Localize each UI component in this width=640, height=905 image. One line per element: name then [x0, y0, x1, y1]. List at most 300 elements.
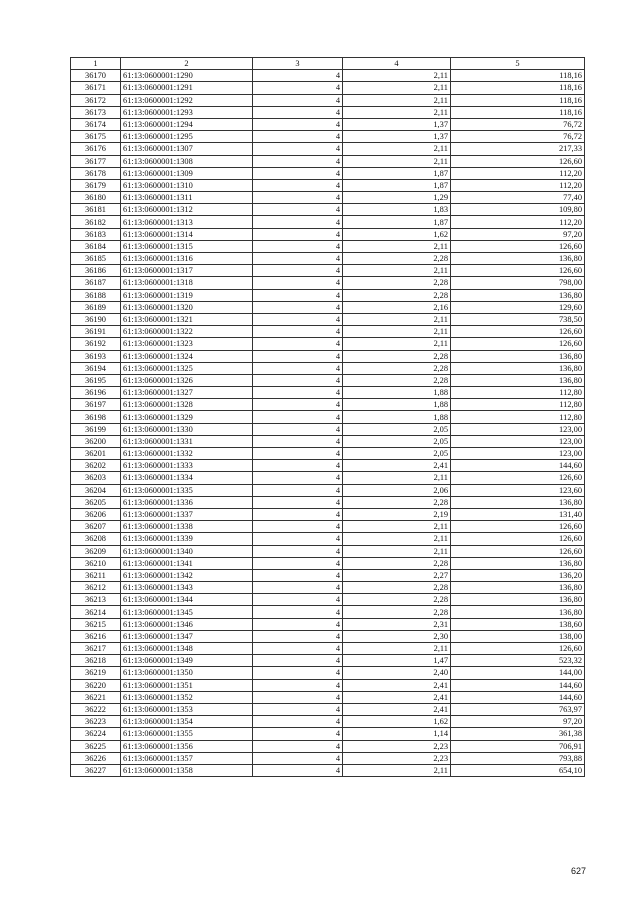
table-cell-col-2: 61:13:0600001:1309	[121, 167, 253, 179]
table-cell-col-1: 36211	[71, 569, 121, 581]
table-cell-col-2: 61:13:0600001:1330	[121, 423, 253, 435]
table-cell-col-2: 61:13:0600001:1322	[121, 326, 253, 338]
table-cell-col-1: 36224	[71, 728, 121, 740]
table-cell-col-4: 1,14	[343, 728, 451, 740]
table-cell-col-2: 61:13:0600001:1316	[121, 253, 253, 265]
table-row	[71, 411, 585, 423]
table-cell-col-1: 36187	[71, 277, 121, 289]
table-cell-col-3: 4	[253, 204, 343, 216]
table-row	[71, 228, 585, 240]
table-cell-col-1: 36198	[71, 411, 121, 423]
table-cell-col-1: 36183	[71, 228, 121, 240]
table-cell-col-3: 4	[253, 521, 343, 533]
table-row	[71, 594, 585, 606]
table-cell-col-4: 2,11	[343, 472, 451, 484]
table-cell-col-5: 144,60	[451, 679, 585, 691]
table-cell-col-1: 36179	[71, 179, 121, 191]
table-cell-col-5: 77,40	[451, 192, 585, 204]
table-cell-col-3: 4	[253, 752, 343, 764]
table-row	[71, 350, 585, 362]
table-cell-col-4: 1,87	[343, 167, 451, 179]
table-cell-col-4: 2,31	[343, 618, 451, 630]
table-cell-col-1: 36200	[71, 435, 121, 447]
table-cell-col-1: 36186	[71, 265, 121, 277]
table-cell-col-5: 136,80	[451, 362, 585, 374]
table-cell-col-5: 123,60	[451, 484, 585, 496]
table-row	[71, 557, 585, 569]
table-cell-col-2: 61:13:0600001:1326	[121, 374, 253, 386]
table-row	[71, 728, 585, 740]
table-row	[71, 752, 585, 764]
table-cell-col-5: 126,60	[451, 265, 585, 277]
table-cell-col-4: 2,11	[343, 326, 451, 338]
table-cell-col-2: 61:13:0600001:1347	[121, 630, 253, 642]
table-cell-col-3: 4	[253, 118, 343, 130]
table-cell-col-3: 4	[253, 435, 343, 447]
table-cell-col-5: 136,80	[451, 350, 585, 362]
table-cell-col-1: 36205	[71, 496, 121, 508]
table-row	[71, 82, 585, 94]
data-table	[70, 57, 585, 777]
table-cell-col-3: 4	[253, 106, 343, 118]
table-cell-col-4: 2,28	[343, 582, 451, 594]
table-cell-col-5: 144,00	[451, 667, 585, 679]
table-cell-col-2: 61:13:0600001:1318	[121, 277, 253, 289]
table-cell-col-2: 61:13:0600001:1350	[121, 667, 253, 679]
table-cell-col-4: 2,16	[343, 301, 451, 313]
table-cell-col-1: 36190	[71, 313, 121, 325]
table-cell-col-1: 36222	[71, 703, 121, 715]
column-header-4: 4	[343, 58, 451, 70]
table-cell-col-2: 61:13:0600001:1307	[121, 143, 253, 155]
table-cell-col-1: 36176	[71, 143, 121, 155]
table-row	[71, 423, 585, 435]
table-cell-col-1: 36172	[71, 94, 121, 106]
table-row	[71, 435, 585, 447]
table-cell-col-5: 118,16	[451, 82, 585, 94]
table-cell-col-1: 36181	[71, 204, 121, 216]
table-cell-col-4: 2,41	[343, 460, 451, 472]
table-cell-col-5: 126,60	[451, 338, 585, 350]
table-cell-col-2: 61:13:0600001:1294	[121, 118, 253, 130]
table-cell-col-5: 118,16	[451, 94, 585, 106]
table-cell-col-1: 36209	[71, 545, 121, 557]
table-cell-col-1: 36189	[71, 301, 121, 313]
table-cell-col-5: 97,20	[451, 228, 585, 240]
table-cell-col-1: 36196	[71, 387, 121, 399]
table-cell-col-3: 4	[253, 399, 343, 411]
table-cell-col-3: 4	[253, 484, 343, 496]
table-cell-col-2: 61:13:0600001:1319	[121, 289, 253, 301]
table-cell-col-2: 61:13:0600001:1340	[121, 545, 253, 557]
table-cell-col-1: 36214	[71, 606, 121, 618]
table-cell-col-4: 1,62	[343, 228, 451, 240]
table-cell-col-2: 61:13:0600001:1334	[121, 472, 253, 484]
table-cell-col-2: 61:13:0600001:1346	[121, 618, 253, 630]
table-cell-col-1: 36215	[71, 618, 121, 630]
table-cell-col-3: 4	[253, 667, 343, 679]
table-cell-col-1: 36207	[71, 521, 121, 533]
table-cell-col-3: 4	[253, 496, 343, 508]
table-row	[71, 582, 585, 594]
table-cell-col-1: 36192	[71, 338, 121, 350]
table-row	[71, 472, 585, 484]
table-cell-col-3: 4	[253, 703, 343, 715]
table-cell-col-1: 36203	[71, 472, 121, 484]
table-cell-col-3: 4	[253, 655, 343, 667]
table-cell-col-3: 4	[253, 70, 343, 82]
table-cell-col-4: 2,11	[343, 155, 451, 167]
table-cell-col-1: 36226	[71, 752, 121, 764]
table-cell-col-1: 36171	[71, 82, 121, 94]
table-cell-col-4: 1,47	[343, 655, 451, 667]
table-cell-col-1: 36219	[71, 667, 121, 679]
table-row	[71, 448, 585, 460]
table-cell-col-1: 36216	[71, 630, 121, 642]
table-cell-col-5: 136,80	[451, 594, 585, 606]
table-cell-col-4: 2,27	[343, 569, 451, 581]
table-row	[71, 521, 585, 533]
table-row	[71, 277, 585, 289]
table-cell-col-2: 61:13:0600001:1355	[121, 728, 253, 740]
table-cell-col-5: 131,40	[451, 508, 585, 520]
table-cell-col-2: 61:13:0600001:1310	[121, 179, 253, 191]
header-row	[71, 58, 585, 70]
table-row	[71, 143, 585, 155]
table-row	[71, 313, 585, 325]
table-cell-col-3: 4	[253, 374, 343, 386]
table-cell-col-1: 36212	[71, 582, 121, 594]
table-cell-col-1: 36227	[71, 764, 121, 776]
table-cell-col-4: 1,88	[343, 411, 451, 423]
table-cell-col-4: 1,37	[343, 131, 451, 143]
table-cell-col-4: 1,87	[343, 216, 451, 228]
table-cell-col-3: 4	[253, 277, 343, 289]
table-cell-col-5: 123,00	[451, 423, 585, 435]
table-cell-col-2: 61:13:0600001:1324	[121, 350, 253, 362]
table-cell-col-2: 61:13:0600001:1348	[121, 643, 253, 655]
table-row	[71, 94, 585, 106]
table-cell-col-3: 4	[253, 448, 343, 460]
table-cell-col-5: 144,60	[451, 691, 585, 703]
table-cell-col-5: 217,33	[451, 143, 585, 155]
table-row	[71, 155, 585, 167]
table-cell-col-3: 4	[253, 326, 343, 338]
table-cell-col-1: 36220	[71, 679, 121, 691]
table-cell-col-1: 36201	[71, 448, 121, 460]
table-cell-col-1: 36182	[71, 216, 121, 228]
table-cell-col-5: 112,80	[451, 411, 585, 423]
table-cell-col-2: 61:13:0600001:1335	[121, 484, 253, 496]
table-cell-col-2: 61:13:0600001:1341	[121, 557, 253, 569]
table-cell-col-3: 4	[253, 387, 343, 399]
table-row	[71, 179, 585, 191]
table-cell-col-2: 61:13:0600001:1336	[121, 496, 253, 508]
table-cell-col-4: 2,28	[343, 594, 451, 606]
table-cell-col-2: 61:13:0600001:1320	[121, 301, 253, 313]
table-cell-col-3: 4	[253, 423, 343, 435]
data-table-container	[70, 57, 584, 777]
table-cell-col-3: 4	[253, 533, 343, 545]
table-cell-col-5: 144,60	[451, 460, 585, 472]
table-cell-col-5: 138,00	[451, 630, 585, 642]
table-cell-col-3: 4	[253, 679, 343, 691]
table-row	[71, 131, 585, 143]
table-cell-col-2: 61:13:0600001:1292	[121, 94, 253, 106]
page-number: 627	[570, 866, 586, 876]
table-body	[71, 70, 585, 777]
table-cell-col-3: 4	[253, 253, 343, 265]
table-cell-col-3: 4	[253, 338, 343, 350]
table-cell-col-1: 36204	[71, 484, 121, 496]
table-cell-col-4: 1,37	[343, 118, 451, 130]
table-cell-col-3: 4	[253, 472, 343, 484]
table-cell-col-1: 36221	[71, 691, 121, 703]
table-cell-col-5: 763,97	[451, 703, 585, 715]
table-cell-col-2: 61:13:0600001:1345	[121, 606, 253, 618]
table-cell-col-3: 4	[253, 508, 343, 520]
table-cell-col-2: 61:13:0600001:1293	[121, 106, 253, 118]
table-row	[71, 716, 585, 728]
table-cell-col-2: 61:13:0600001:1323	[121, 338, 253, 350]
table-cell-col-2: 61:13:0600001:1344	[121, 594, 253, 606]
table-cell-col-4: 2,23	[343, 740, 451, 752]
table-cell-col-1: 36185	[71, 253, 121, 265]
table-row	[71, 460, 585, 472]
table-row	[71, 606, 585, 618]
table-cell-col-2: 61:13:0600001:1314	[121, 228, 253, 240]
table-cell-col-3: 4	[253, 228, 343, 240]
table-cell-col-2: 61:13:0600001:1311	[121, 192, 253, 204]
table-cell-col-2: 61:13:0600001:1331	[121, 435, 253, 447]
table-cell-col-1: 36174	[71, 118, 121, 130]
table-cell-col-4: 2,28	[343, 289, 451, 301]
table-cell-col-4: 2,05	[343, 423, 451, 435]
table-cell-col-2: 61:13:0600001:1295	[121, 131, 253, 143]
table-cell-col-3: 4	[253, 545, 343, 557]
table-cell-col-3: 4	[253, 716, 343, 728]
table-cell-col-3: 4	[253, 582, 343, 594]
table-cell-col-2: 61:13:0600001:1325	[121, 362, 253, 374]
table-row	[71, 289, 585, 301]
table-cell-col-2: 61:13:0600001:1313	[121, 216, 253, 228]
table-cell-col-3: 4	[253, 740, 343, 752]
table-cell-col-5: 136,80	[451, 253, 585, 265]
table-row	[71, 618, 585, 630]
table-cell-col-1: 36193	[71, 350, 121, 362]
table-row	[71, 569, 585, 581]
table-cell-col-2: 61:13:0600001:1328	[121, 399, 253, 411]
table-cell-col-2: 61:13:0600001:1312	[121, 204, 253, 216]
table-cell-col-5: 798,00	[451, 277, 585, 289]
table-cell-col-2: 61:13:0600001:1329	[121, 411, 253, 423]
table-cell-col-5: 361,38	[451, 728, 585, 740]
table-row	[71, 545, 585, 557]
table-cell-col-5: 126,60	[451, 472, 585, 484]
table-cell-col-1: 36217	[71, 643, 121, 655]
table-cell-col-3: 4	[253, 179, 343, 191]
table-cell-col-5: 136,80	[451, 582, 585, 594]
table-cell-col-1: 36210	[71, 557, 121, 569]
table-cell-col-2: 61:13:0600001:1349	[121, 655, 253, 667]
table-cell-col-4: 2,11	[343, 94, 451, 106]
table-cell-col-1: 36223	[71, 716, 121, 728]
table-row	[71, 703, 585, 715]
column-header-1: 1	[71, 58, 121, 70]
table-row	[71, 240, 585, 252]
table-cell-col-2: 61:13:0600001:1342	[121, 569, 253, 581]
table-row	[71, 484, 585, 496]
table-cell-col-3: 4	[253, 594, 343, 606]
table-cell-col-1: 36175	[71, 131, 121, 143]
table-cell-col-5: 136,80	[451, 557, 585, 569]
table-cell-col-2: 61:13:0600001:1308	[121, 155, 253, 167]
table-cell-col-4: 2,06	[343, 484, 451, 496]
table-row	[71, 301, 585, 313]
table-cell-col-4: 1,88	[343, 387, 451, 399]
table-cell-col-5: 126,60	[451, 240, 585, 252]
table-cell-col-4: 2,28	[343, 557, 451, 569]
table-cell-col-4: 2,11	[343, 82, 451, 94]
table-cell-col-4: 2,41	[343, 691, 451, 703]
table-row	[71, 374, 585, 386]
table-cell-col-1: 36202	[71, 460, 121, 472]
table-row	[71, 338, 585, 350]
table-row	[71, 118, 585, 130]
table-cell-col-4: 2,11	[343, 521, 451, 533]
table-cell-col-3: 4	[253, 313, 343, 325]
table-cell-col-4: 2,05	[343, 435, 451, 447]
table-cell-col-4: 2,11	[343, 533, 451, 545]
table-cell-col-5: 97,20	[451, 716, 585, 728]
table-cell-col-2: 61:13:0600001:1337	[121, 508, 253, 520]
table-cell-col-3: 4	[253, 240, 343, 252]
table-cell-col-3: 4	[253, 131, 343, 143]
table-cell-col-1: 36208	[71, 533, 121, 545]
table-cell-col-1: 36170	[71, 70, 121, 82]
table-cell-col-5: 126,60	[451, 521, 585, 533]
table-cell-col-2: 61:13:0600001:1356	[121, 740, 253, 752]
table-row	[71, 533, 585, 545]
table-cell-col-4: 1,29	[343, 192, 451, 204]
table-cell-col-3: 4	[253, 289, 343, 301]
table-cell-col-1: 36195	[71, 374, 121, 386]
table-cell-col-3: 4	[253, 569, 343, 581]
table-cell-col-4: 1,87	[343, 179, 451, 191]
table-cell-col-5: 136,80	[451, 496, 585, 508]
table-cell-col-3: 4	[253, 618, 343, 630]
table-cell-col-2: 61:13:0600001:1352	[121, 691, 253, 703]
column-header-5: 5	[451, 58, 585, 70]
table-cell-col-3: 4	[253, 411, 343, 423]
table-row	[71, 496, 585, 508]
table-cell-col-4: 2,28	[343, 253, 451, 265]
table-cell-col-5: 112,80	[451, 399, 585, 411]
table-cell-col-5: 112,80	[451, 387, 585, 399]
table-row	[71, 643, 585, 655]
table-cell-col-2: 61:13:0600001:1343	[121, 582, 253, 594]
table-cell-col-4: 2,11	[343, 143, 451, 155]
table-cell-col-1: 36206	[71, 508, 121, 520]
table-cell-col-2: 61:13:0600001:1315	[121, 240, 253, 252]
table-cell-col-2: 61:13:0600001:1353	[121, 703, 253, 715]
table-row	[71, 265, 585, 277]
table-cell-col-4: 2,28	[343, 496, 451, 508]
table-cell-col-5: 136,80	[451, 606, 585, 618]
table-cell-col-3: 4	[253, 143, 343, 155]
table-cell-col-1: 36191	[71, 326, 121, 338]
table-cell-col-4: 2,40	[343, 667, 451, 679]
table-row	[71, 691, 585, 703]
table-cell-col-5: 126,60	[451, 545, 585, 557]
table-cell-col-1: 36218	[71, 655, 121, 667]
table-row	[71, 326, 585, 338]
table-cell-col-4: 2,41	[343, 679, 451, 691]
table-cell-col-4: 2,11	[343, 240, 451, 252]
table-cell-col-2: 61:13:0600001:1354	[121, 716, 253, 728]
table-cell-col-1: 36225	[71, 740, 121, 752]
table-cell-col-1: 36177	[71, 155, 121, 167]
table-cell-col-2: 61:13:0600001:1317	[121, 265, 253, 277]
table-row	[71, 630, 585, 642]
table-cell-col-4: 2,28	[343, 362, 451, 374]
table-cell-col-5: 654,10	[451, 764, 585, 776]
table-cell-col-5: 76,72	[451, 131, 585, 143]
table-cell-col-5: 109,80	[451, 204, 585, 216]
table-cell-col-2: 61:13:0600001:1291	[121, 82, 253, 94]
table-cell-col-4: 2,11	[343, 764, 451, 776]
table-cell-col-1: 36173	[71, 106, 121, 118]
table-cell-col-5: 129,60	[451, 301, 585, 313]
table-cell-col-2: 61:13:0600001:1339	[121, 533, 253, 545]
table-cell-col-5: 112,20	[451, 216, 585, 228]
table-cell-col-1: 36213	[71, 594, 121, 606]
table-row	[71, 655, 585, 667]
table-cell-col-1: 36188	[71, 289, 121, 301]
table-cell-col-2: 61:13:0600001:1327	[121, 387, 253, 399]
table-cell-col-3: 4	[253, 691, 343, 703]
table-cell-col-2: 61:13:0600001:1357	[121, 752, 253, 764]
table-row	[71, 167, 585, 179]
table-cell-col-3: 4	[253, 643, 343, 655]
table-cell-col-4: 2,11	[343, 70, 451, 82]
table-cell-col-5: 76,72	[451, 118, 585, 130]
table-cell-col-5: 706,91	[451, 740, 585, 752]
table-row	[71, 204, 585, 216]
table-cell-col-3: 4	[253, 460, 343, 472]
table-cell-col-3: 4	[253, 82, 343, 94]
table-cell-col-4: 2,30	[343, 630, 451, 642]
table-cell-col-1: 36199	[71, 423, 121, 435]
table-cell-col-5: 126,60	[451, 155, 585, 167]
table-cell-col-4: 2,11	[343, 313, 451, 325]
table-cell-col-3: 4	[253, 728, 343, 740]
table-cell-col-3: 4	[253, 764, 343, 776]
table-cell-col-4: 2,28	[343, 606, 451, 618]
table-cell-col-3: 4	[253, 630, 343, 642]
table-row	[71, 106, 585, 118]
table-row	[71, 253, 585, 265]
table-cell-col-5: 136,80	[451, 374, 585, 386]
table-cell-col-5: 126,60	[451, 533, 585, 545]
table-cell-col-3: 4	[253, 155, 343, 167]
table-cell-col-3: 4	[253, 557, 343, 569]
table-cell-col-2: 61:13:0600001:1321	[121, 313, 253, 325]
table-cell-col-1: 36197	[71, 399, 121, 411]
table-cell-col-4: 2,11	[343, 643, 451, 655]
table-row	[71, 70, 585, 82]
table-cell-col-5: 136,80	[451, 289, 585, 301]
